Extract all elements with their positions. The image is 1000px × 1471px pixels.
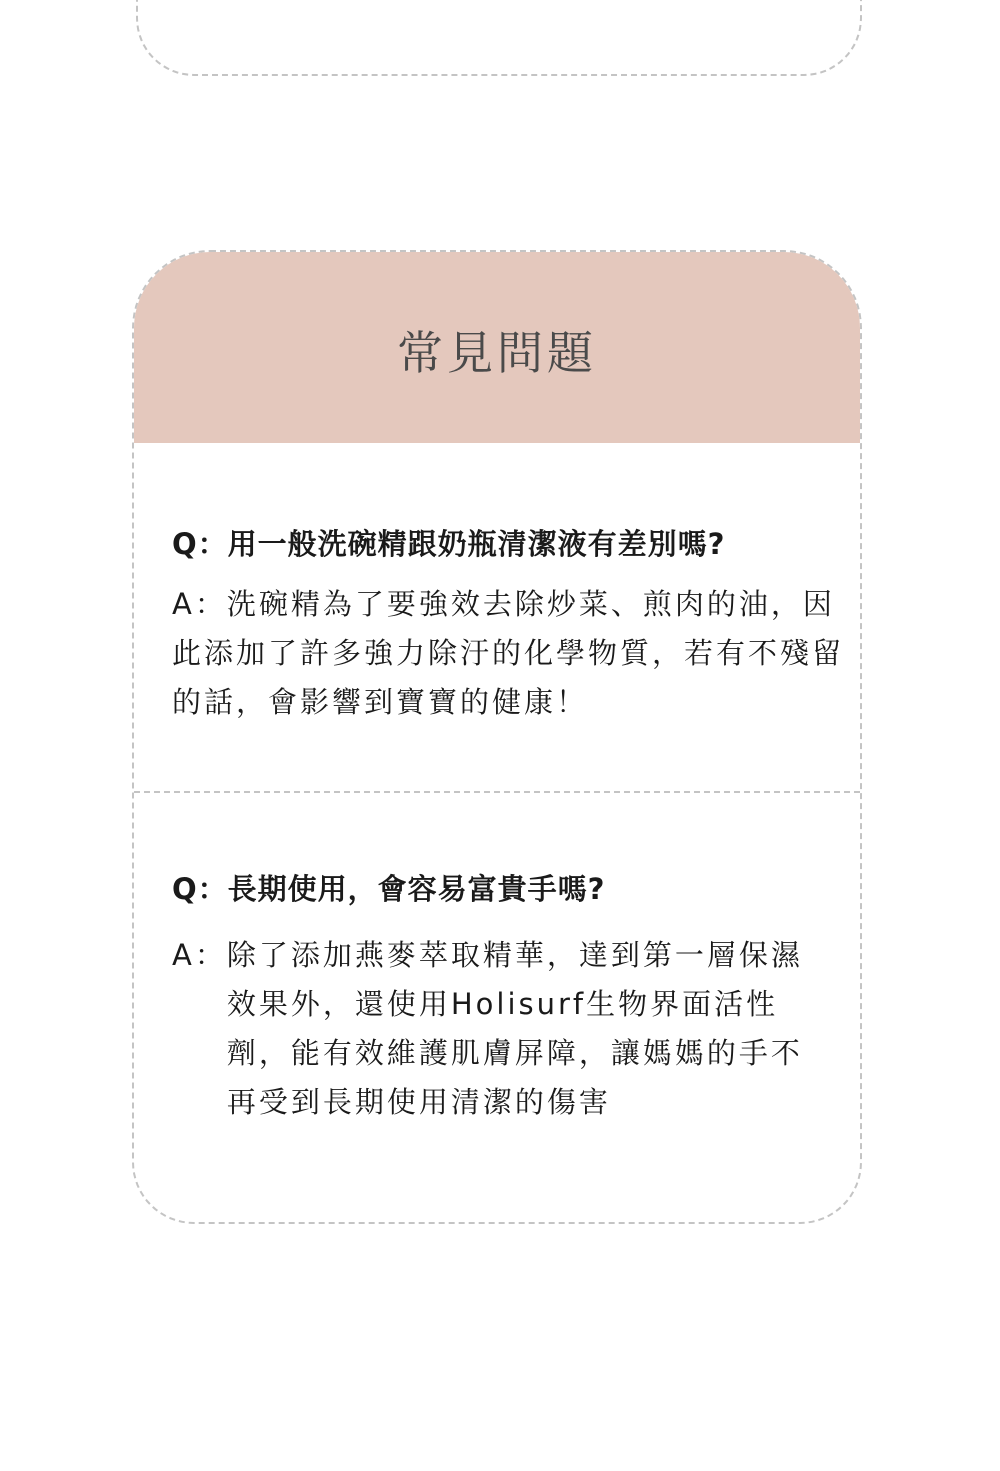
faq-question: [172, 522, 832, 566]
answer-text: 除了添加燕麥萃取精華，達到第一層保濕效果外，還使用Holisurf生物界面活性劑，能有效維護肌膚屏障，讓媽媽的手不再受到長期使用清潔的傷害: [226, 938, 803, 1119]
question-prefix: Q：: [172, 527, 228, 561]
faq-item: [172, 867, 832, 1127]
faq-item: [172, 522, 845, 727]
faq-answer: [172, 580, 862, 727]
faq-title: 常見問題: [397, 325, 597, 380]
previous-section-card: [136, 0, 862, 76]
question-prefix: Q：: [172, 872, 228, 906]
answer-text: 洗碗精為了要強效去除炒菜、煎肉的油，因此添加了許多強力除汙的化學物質，若有不殘留的話，會影響到寶寶的健康！: [172, 587, 845, 719]
answer-prefix: A：: [172, 938, 227, 972]
faq-question: [172, 867, 832, 911]
faq-answer: [172, 931, 832, 1127]
faq-divider: [134, 791, 860, 793]
answer-prefix: A：: [172, 587, 227, 621]
faq-card: [132, 250, 862, 1224]
faq-header: [134, 252, 860, 443]
question-text: 用一般洗碗精跟奶瓶清潔液有差別嗎?: [227, 527, 726, 561]
question-text: 長期使用，會容易富貴手嗎?: [227, 872, 606, 906]
